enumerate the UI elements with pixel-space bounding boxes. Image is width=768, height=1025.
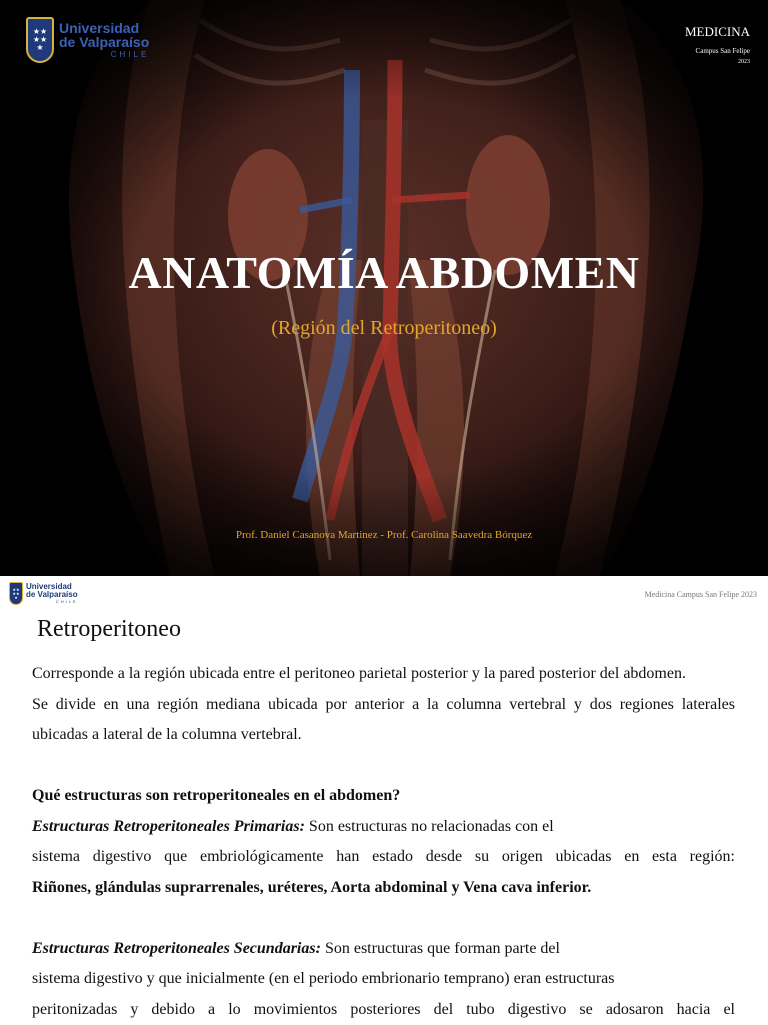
university-logo-small [9,582,78,605]
logo-line3: CHILE [59,51,149,59]
slide-header-right: Medicina Campus San Felipe 2023 [645,590,757,599]
paragraph-line: peritonizadas y debido a lo movimientos posteriores del tubo digestivo se adosaron hacia el [32,995,735,1025]
primary-structures-text: Riñones, glándulas suprarrenales, uréteres, Aorta abdominal y Vena cava inferior. [32,879,591,896]
shield-icon [26,17,54,63]
content-slide [0,576,768,1024]
secondary-text: Son estructuras que forman parte del [321,940,560,957]
question-text: Qué estructuras son retroperitoneales en el abdomen? [32,787,400,804]
body-text [32,659,735,1025]
primary-line [32,812,735,843]
secondary-label: Estructuras Retroperitoneales Secundarias: [32,940,321,957]
paragraph-line: sistema digestivo que embriológicamente han estado desde su origen ubicadas en esta región: [32,842,735,873]
logo-line1: Universidad [59,21,149,35]
stars-icon: ★★ ★★ ★ [28,28,52,52]
shield-icon [9,582,23,605]
logo-text [26,583,78,604]
cover-subtitle: (Región del Retroperitoneo) [0,317,768,340]
cover-authors: Prof. Daniel Casanova Martinez - Prof. Carolina Saavedra Bórquez [0,529,768,541]
spacer [32,751,735,782]
logo-line1: Universidad [26,583,78,591]
cover-header-right [685,24,750,65]
paragraph-line: ubicadas a lateral de la columna vertebral. [32,720,735,751]
paragraph-line: Corresponde a la región ubicada entre el peritoneo parietal posterior y la pared posterior del abdomen. [32,659,735,690]
campus-label: Campus San Felipe [685,47,750,55]
question-heading [32,781,735,812]
cover-title: ANATOMÍA ABDOMEN [0,246,768,299]
paragraph-line: Se divide en una región mediana ubicada por anterior a la columna vertebral y dos regiones laterales [32,690,735,721]
spacer [32,903,735,934]
logo-line2: de Valparaíso [59,35,149,49]
department-label: MEDICINA [685,24,750,40]
primary-label: Estructuras Retroperitoneales Primarias: [32,818,305,835]
section-title: Retroperitoneo [37,616,181,643]
year-label: 2023 [685,59,750,65]
secondary-line [32,934,735,965]
primary-text: Son estructuras no relacionadas con el [305,818,554,835]
primary-structures [32,873,735,904]
paragraph-line: sistema digestivo y que inicialmente (en el periodo embrionario temprano) eran estructuras [32,964,735,995]
logo-line3: CHILE [26,600,78,604]
stars-icon: ★★ ★★ ★ [10,588,22,600]
logo-line2: de Valparaíso [26,591,78,599]
logo-text [59,21,149,59]
university-logo [26,17,149,63]
